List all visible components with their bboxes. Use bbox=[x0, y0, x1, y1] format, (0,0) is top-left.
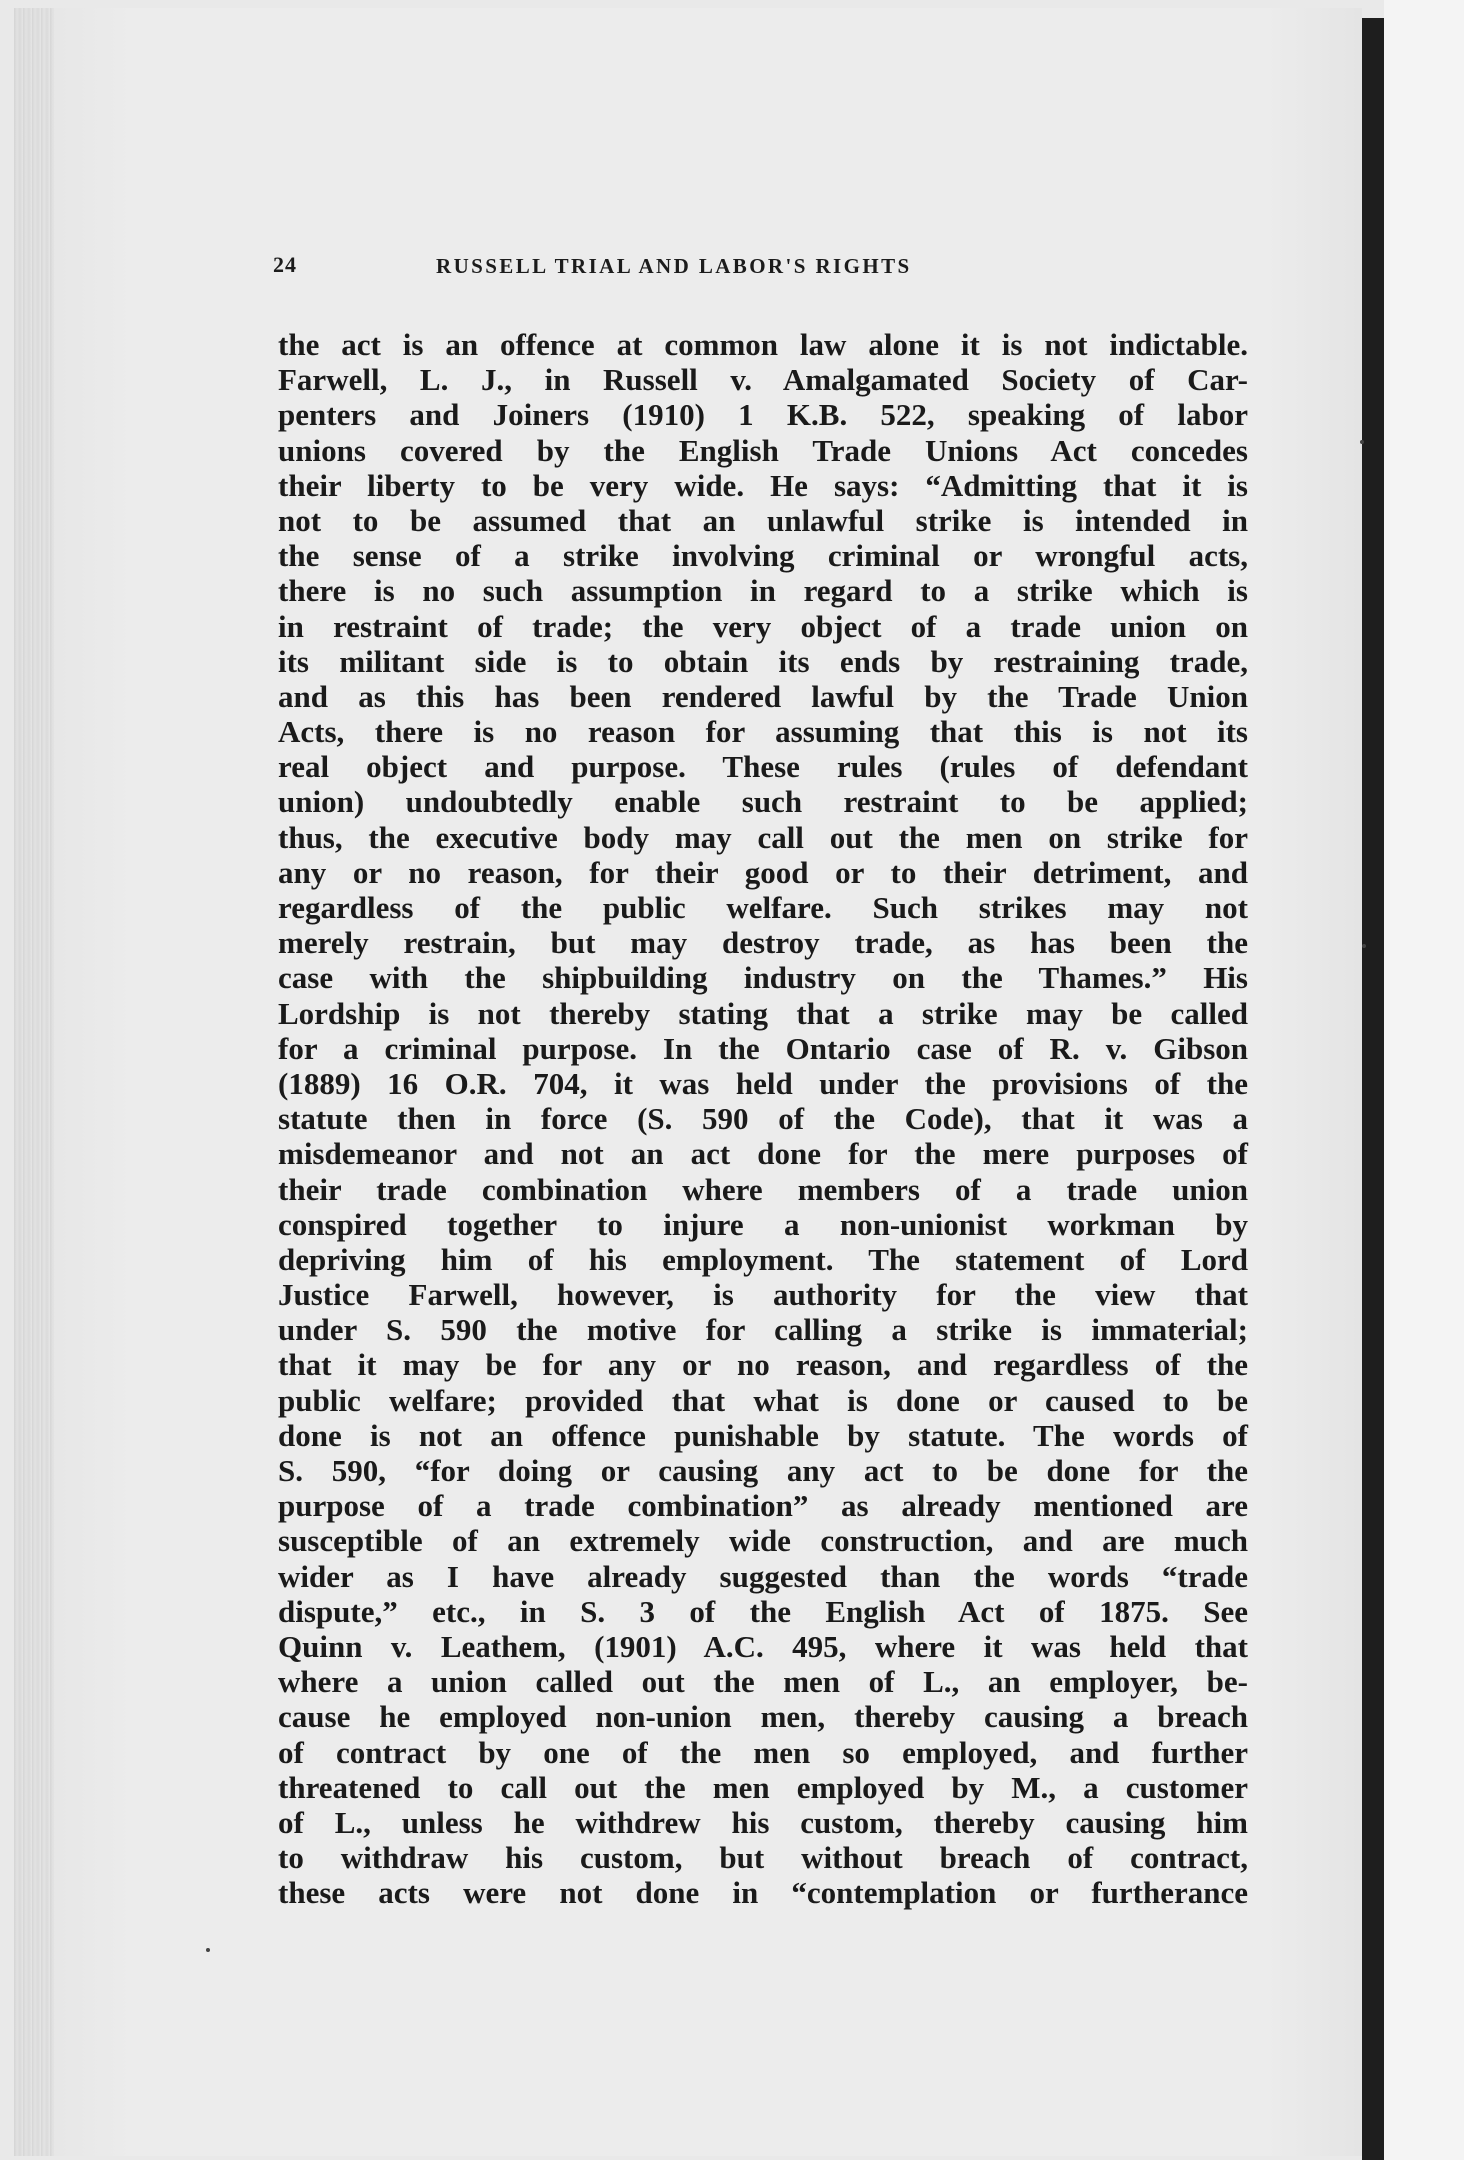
text-line: and as this has been rendered lawful by the Trade Union bbox=[278, 678, 1248, 714]
text-line: Acts, there is no reason for assuming that this is not its bbox=[278, 714, 1248, 750]
text-line: Farwell, L. J., in Russell v. Amalgamated Society of Car- bbox=[278, 362, 1248, 398]
body-text bbox=[278, 327, 1248, 1910]
text-line: any or no reason, for their good or to their detriment, and bbox=[278, 854, 1248, 890]
text-line: where a union called out the men of L., an employer, be- bbox=[278, 1664, 1248, 1700]
text-line: to withdraw his custom, but without breach of contract, bbox=[278, 1840, 1248, 1876]
text-line: misdemeanor and not an act done for the mere purposes of bbox=[278, 1136, 1248, 1172]
text-line: Quinn v. Leathem, (1901) A.C. 495, where it was held that bbox=[278, 1628, 1248, 1664]
text-line: these acts were not done in “contemplation or furtherance bbox=[278, 1875, 1248, 1911]
text-line: merely restrain, but may destroy trade, as has been the bbox=[278, 925, 1248, 961]
text-line: Lordship is not thereby stating that a strike may be called bbox=[278, 995, 1248, 1031]
text-line: their trade combination where members of a trade union bbox=[278, 1171, 1248, 1207]
text-line: thus, the executive body may call out the men on strike for bbox=[278, 819, 1248, 855]
text-line: for a criminal purpose. In the Ontario case of R. v. Gibson bbox=[278, 1030, 1248, 1066]
text-line: union) undoubtedly enable such restraint to be applied; bbox=[278, 784, 1248, 820]
text-line: susceptible of an extremely wide construction, and are much bbox=[278, 1523, 1248, 1559]
text-line: conspired together to injure a non-unionist workman by bbox=[278, 1206, 1248, 1242]
text-line: of contract by one of the men so employed, and further bbox=[278, 1734, 1248, 1770]
text-line: under S. 590 the motive for calling a strike is immaterial; bbox=[278, 1312, 1248, 1348]
text-line: of L., unless he withdrew his custom, thereby causing him bbox=[278, 1804, 1248, 1840]
scan-speck bbox=[1362, 944, 1366, 948]
text-line: the act is an offence at common law alone it is not indictable. bbox=[278, 327, 1248, 362]
text-line: unions covered by the English Trade Unions Act concedes bbox=[278, 432, 1248, 468]
text-line: dispute,” etc., in S. 3 of the English Act of 1875. See bbox=[278, 1593, 1248, 1629]
text-line: statute then in force (S. 590 of the Code), that it was a bbox=[278, 1101, 1248, 1137]
scan-speck bbox=[1360, 440, 1364, 444]
text-line: regardless of the public welfare. Such strikes may not bbox=[278, 890, 1248, 925]
text-line: Justice Farwell, however, is authority for the view that bbox=[278, 1277, 1248, 1313]
scan-speck bbox=[206, 1948, 210, 1952]
text-line: there is no such assumption in regard to a strike which is bbox=[278, 573, 1248, 609]
text-line: penters and Joiners (1910) 1 K.B. 522, speaking of labor bbox=[278, 397, 1248, 433]
text-line: not to be assumed that an unlawful strike is intended in bbox=[278, 502, 1248, 538]
text-line: done is not an offence punishable by statute. The words of bbox=[278, 1417, 1248, 1453]
text-line: cause he employed non-union men, thereby causing a breach bbox=[278, 1699, 1248, 1735]
text-line: their liberty to be very wide. He says: “Admitting that it is bbox=[278, 467, 1248, 503]
text-line: wider as I have already suggested than the words “trade bbox=[278, 1558, 1248, 1594]
text-line: that it may be for any or no reason, and regardless of the bbox=[278, 1347, 1248, 1383]
text-line: case with the shipbuilding industry on the Thames.” His bbox=[278, 960, 1248, 996]
page-number: 24 bbox=[273, 252, 297, 277]
text-line: S. 590, “for doing or causing any act to be done for the bbox=[278, 1453, 1248, 1488]
text-line: (1889) 16 O.R. 704, it was held under the provisions of the bbox=[278, 1065, 1248, 1101]
text-line: real object and purpose. These rules (rules of defendant bbox=[278, 749, 1248, 785]
running-title: RUSSELL TRIAL AND LABOR'S RIGHTS bbox=[436, 254, 912, 278]
text-line: depriving him of his employment. The statement of Lord bbox=[278, 1241, 1248, 1277]
scan-right-margin bbox=[1384, 0, 1464, 2160]
text-line: threatened to call out the men employed by M., a customer bbox=[278, 1769, 1248, 1805]
text-line: purpose of a trade combination” as already mentioned are bbox=[278, 1488, 1248, 1524]
book-binding-shadow bbox=[1362, 18, 1384, 2160]
text-line: its militant side is to obtain its ends by restraining trade, bbox=[278, 643, 1248, 679]
text-line: in restraint of trade; the very object of a trade union on bbox=[278, 608, 1248, 644]
page-header bbox=[273, 252, 1273, 292]
text-line: the sense of a strike involving criminal or wrongful acts, bbox=[278, 538, 1248, 574]
text-line: public welfare; provided that what is done or caused to be bbox=[278, 1382, 1248, 1418]
page-gutter-edge bbox=[14, 8, 54, 2156]
